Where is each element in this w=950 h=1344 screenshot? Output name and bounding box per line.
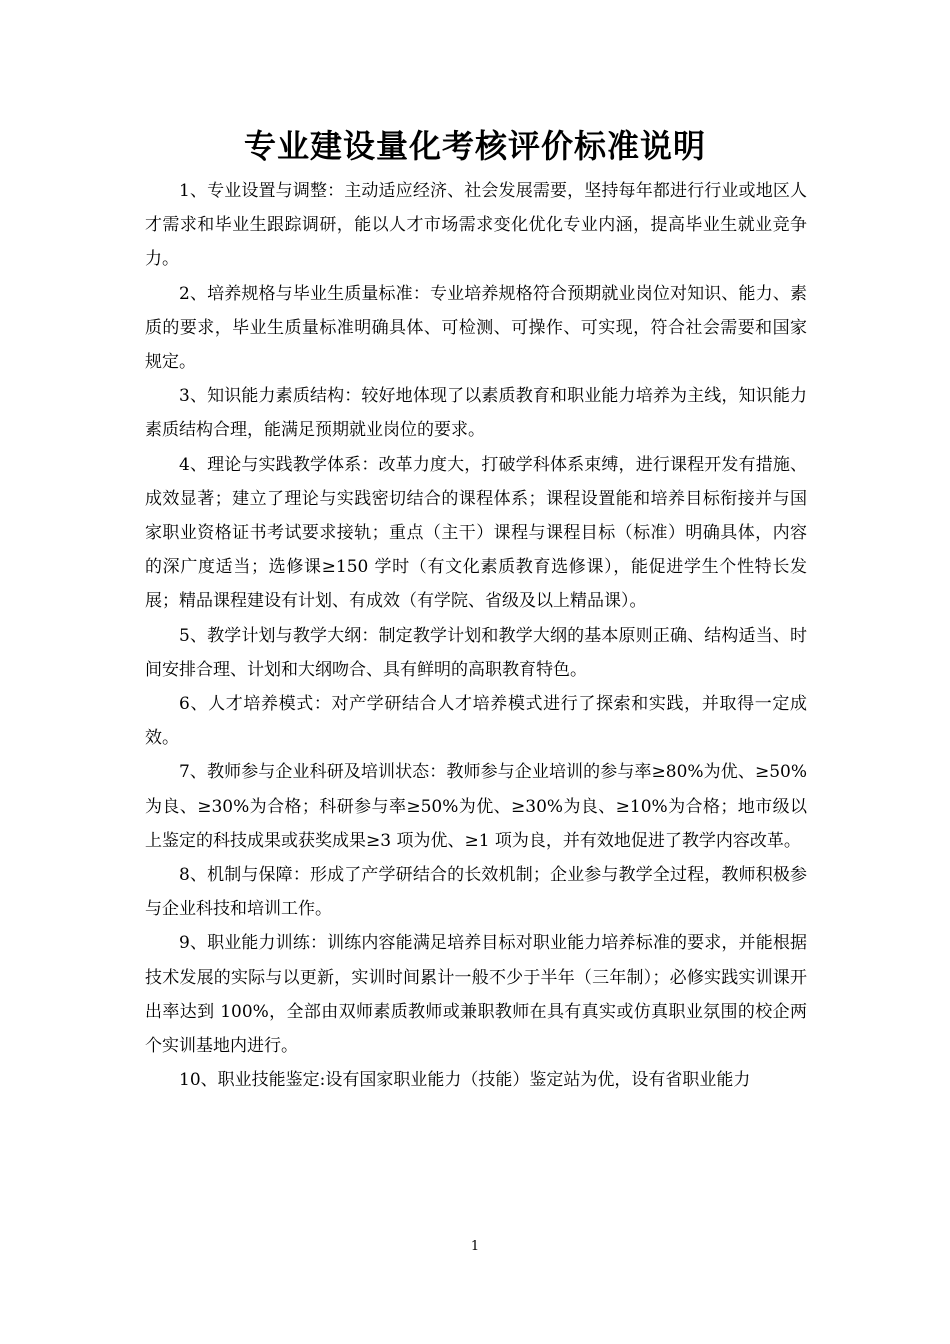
paragraph-10: 10、职业技能鉴定:设有国家职业能力（技能）鉴定站为优，设有省职业能力	[179, 1070, 751, 1091]
paragraph-9: 9、职业能力训练：训练内容能满足培养目标对职业能力培养标准的要求，并能根据技术发展的实际与以更新，实训时间累计一般不少于半年（三年制）；必修实践实训课开出率达到 100%，全部由双师素质教师或兼职教师在具有真实或仿真职业氛围的校企两个实训基地内进行。	[145, 933, 807, 1057]
paragraph-3: 3、知识能力素质结构：较好地体现了以素质教育和职业能力培养为主线，知识能力素质结构合理，能满足预期就业岗位的要求。	[145, 386, 807, 441]
paragraph-6: 6、人才培养模式：对产学研结合人才培养模式进行了探索和实践，并取得一定成效。	[145, 694, 807, 749]
paragraph-7: 7、教师参与企业科研及培训状态：教师参与企业培训的参与率≥80%为优、≥50%为良、≥30%为合格；科研参与率≥50%为优、≥30%为良、≥10%为合格；地市级以上鉴定的科技成果或获奖成果≥3 项为优、≥1 项为良，并有效地促进了教学内容改革。	[145, 762, 807, 851]
paragraph-2: 2、培养规格与毕业生质量标准：专业培养规格符合预期就业岗位对知识、能力、素质的要求，毕业生质量标准明确具体、可检测、可操作、可实现，符合社会需要和国家规定。	[145, 283, 807, 373]
paragraph-4: 4、理论与实践教学体系：改革力度大，打破学科体系束缚，进行课程开发有措施、成效显著；建立了理论与实践密切结合的课程体系；课程设置能和培养目标衔接并与国家职业资格证书考试要求接轨；重点（主干）课程与课程目标（标准）明确具体，内容的深广度适当；选修课≥150 学时（有文化素质教育选修课），能促进学生个性特长发展；精品课程建设有计划、有成效（有学院、省级及以上精品课）。	[145, 454, 807, 612]
document-title: 专业建设量化考核评价标准说明	[243, 127, 706, 165]
paragraph-1: 1、专业设置与调整：主动适应经济、社会发展需要，坚持每年都进行行业或地区人才需求和毕业生跟踪调研，能以人才市场需求变化优化专业内涵，提高毕业生就业竞争力。	[145, 181, 807, 270]
paragraph-8: 8、机制与保障：形成了产学研结合的长效机制；企业参与教学全过程，教师积极参与企业科技和培训工作。	[145, 865, 807, 920]
document-body	[145, 174, 807, 1097]
page-number: 1	[470, 1239, 480, 1254]
paragraph-5: 5、教学计划与教学大纲：制定教学计划和教学大纲的基本原则正确、结构适当、时间安排合理、计划和大纲吻合、具有鲜明的高职教育特色。	[145, 625, 807, 680]
